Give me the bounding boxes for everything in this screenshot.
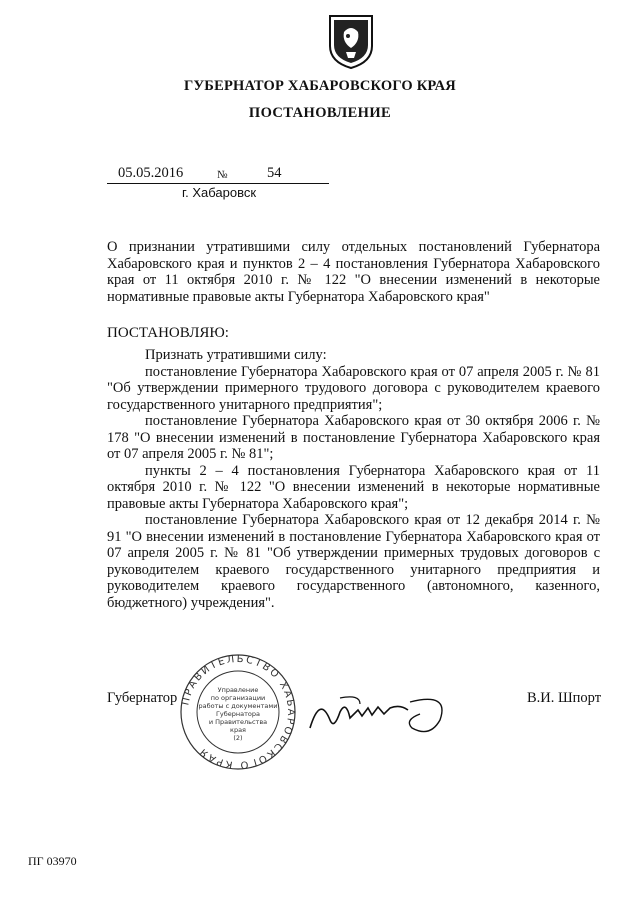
document-date: 05.05.2016 (118, 165, 184, 181)
body-paragraph: постановление Губернатора Хабаровского края от 07 апреля 2005 г. № 81 "Об утверждении примерного трудового договора с руководителем краевого государственного унитарного предприятия"; (107, 363, 600, 413)
date-number-underline (107, 183, 329, 184)
body-paragraph: постановление Губернатора Хабаровского края от 30 октября 2006 г. № 178 "О внесении изменений в постановление Губернатора Хабаровского края от 07 апреля 2005 г. № 81"; (107, 413, 600, 462)
svg-text:(2): (2) (233, 734, 243, 742)
document-subject: О признании утратившими силу отдельных постановлений Губернатора Хабаровского края и пунктов 2 – 4 постановления Губернатора Хабаровского края от 11 октября 2010 г. № 122 "О внесении изменений в некоторые нормативные правовые акты Губернатора Хабаровского края" (107, 239, 600, 305)
svg-text:Управление: Управление (217, 686, 259, 694)
body-paragraph: пункты 2 – 4 постановления Губернатора Хабаровского края от 11 октября 2010 г. № 122 "О внесении изменений в некоторые нормативные правовые акты Губернатора Хабаровского края"; (107, 462, 600, 512)
signatory-name: В.И. Шпорт (527, 690, 602, 706)
handwritten-signature (300, 690, 460, 740)
document-number: 54 (267, 165, 282, 181)
svg-text:ПРАВИТЕЛЬСТВО ХАБАРОВСКОГО КРА: ПРАВИТЕЛЬСТВО ХАБАРОВСКОГО КРАЯ (180, 653, 297, 771)
svg-text:по организации: по организации (210, 694, 266, 702)
official-seal-stamp (178, 652, 298, 772)
svg-text:Губернатора: Губернатора (215, 710, 261, 718)
signatory-position: Губернатор (107, 690, 178, 706)
document-body (107, 347, 600, 611)
body-paragraph: Признать утратившими силу: (145, 347, 327, 363)
document-org-title: ГУБЕРНАТОР ХАБАРОВСКОГО КРАЯ (184, 78, 456, 94)
footer-form-code: ПГ 03970 (28, 854, 77, 868)
number-sign: № (217, 169, 228, 181)
svg-text:края: края (230, 726, 246, 734)
body-paragraph: постановление Губернатора Хабаровского края от 12 декабря 2014 г. № 91 "О внесении изменений в постановление Губернатора Хабаровского края от 07 апреля 2005 г. № 81 "Об утверждении примерных трудовых договоров с руководителем краевого государственного унитарного предприятия и руководителем краевого государственного (автономного, казенного, бюджетного) учреждения". (107, 512, 600, 611)
coat-of-arms-icon (326, 12, 376, 70)
document-type-title: ПОСТАНОВЛЕНИЕ (248, 105, 392, 121)
decree-word: ПОСТАНОВЛЯЮ: (107, 325, 229, 341)
svg-text:работы с документами: работы с документами (198, 702, 278, 710)
svg-text:и Правительства: и Правительства (208, 718, 268, 726)
document-city: г. Хабаровск (182, 185, 257, 200)
